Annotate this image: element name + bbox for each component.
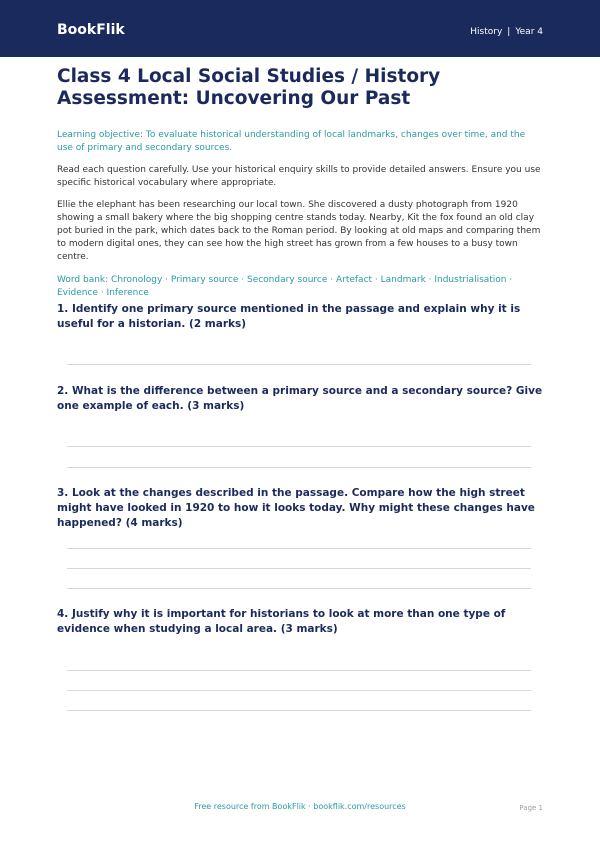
question-4: 4. Justify why it is important for historians to look at more than one type of evidence when studying a local area. (3 marks): [57, 608, 506, 635]
word-bank: Word bank: Chronology · Primary source · Secondary source · Artefact · Landmark · Industrialisation · Evidence · Inference: [57, 275, 513, 298]
answer-line[interactable]: [67, 670, 531, 671]
answer-line[interactable]: [67, 364, 531, 365]
answer-line[interactable]: [67, 568, 531, 569]
subject-year-label: History | Year 4: [470, 27, 543, 37]
year-label: Year 4: [515, 27, 543, 37]
brand-logo: BookFlik: [57, 22, 125, 38]
answer-line[interactable]: [67, 690, 531, 691]
answer-line[interactable]: [67, 467, 531, 468]
page-title: Class 4 Local Social Studies / History Assessment: Uncovering Our Past: [57, 66, 441, 109]
question-1: 1. Identify one primary source mentioned in the passage and explain why it is useful for a historian. (2 marks): [57, 303, 521, 330]
answer-line[interactable]: [67, 548, 531, 549]
subject-label: History: [470, 27, 503, 37]
page-number: Page 1: [519, 804, 543, 812]
question-2: 2. What is the difference between a primary source and a secondary source? Give one example of each. (3 marks): [57, 385, 543, 412]
learning-objective: Learning objective: To evaluate historical understanding of local landmarks, changes over time, and the use of primary and secondary sources.: [57, 130, 526, 153]
footer-resource-link[interactable]: Free resource from BookFlik · bookflik.com/resources: [194, 802, 406, 811]
answer-line[interactable]: [67, 710, 531, 711]
passage-text: Ellie the elephant has been researching our local town. She discovered a dusty photograph from 1920 showing a small bakery where the big shopping centre stands today. Nearby, Kit the fox found an old clay pot buried in the park, which dates back to the Roman period. By looking at old maps and comparing them to modern digital ones, they can see how the high street has grown from a few houses to a busy town centre.: [57, 200, 541, 262]
question-3: 3. Look at the changes described in the passage. Compare how the high street might have looked in 1920 to how it looks today. Why might these changes have happened? (4 marks): [57, 487, 535, 529]
intro-section: [57, 66, 543, 300]
answer-line[interactable]: [67, 588, 531, 589]
top-banner: [0, 0, 600, 57]
answer-line[interactable]: [67, 446, 531, 447]
instructions-text: Read each question carefully. Use your historical enquiry skills to provide detailed answers. Ensure you use specific historical vocabulary where appropriate.: [57, 165, 541, 188]
